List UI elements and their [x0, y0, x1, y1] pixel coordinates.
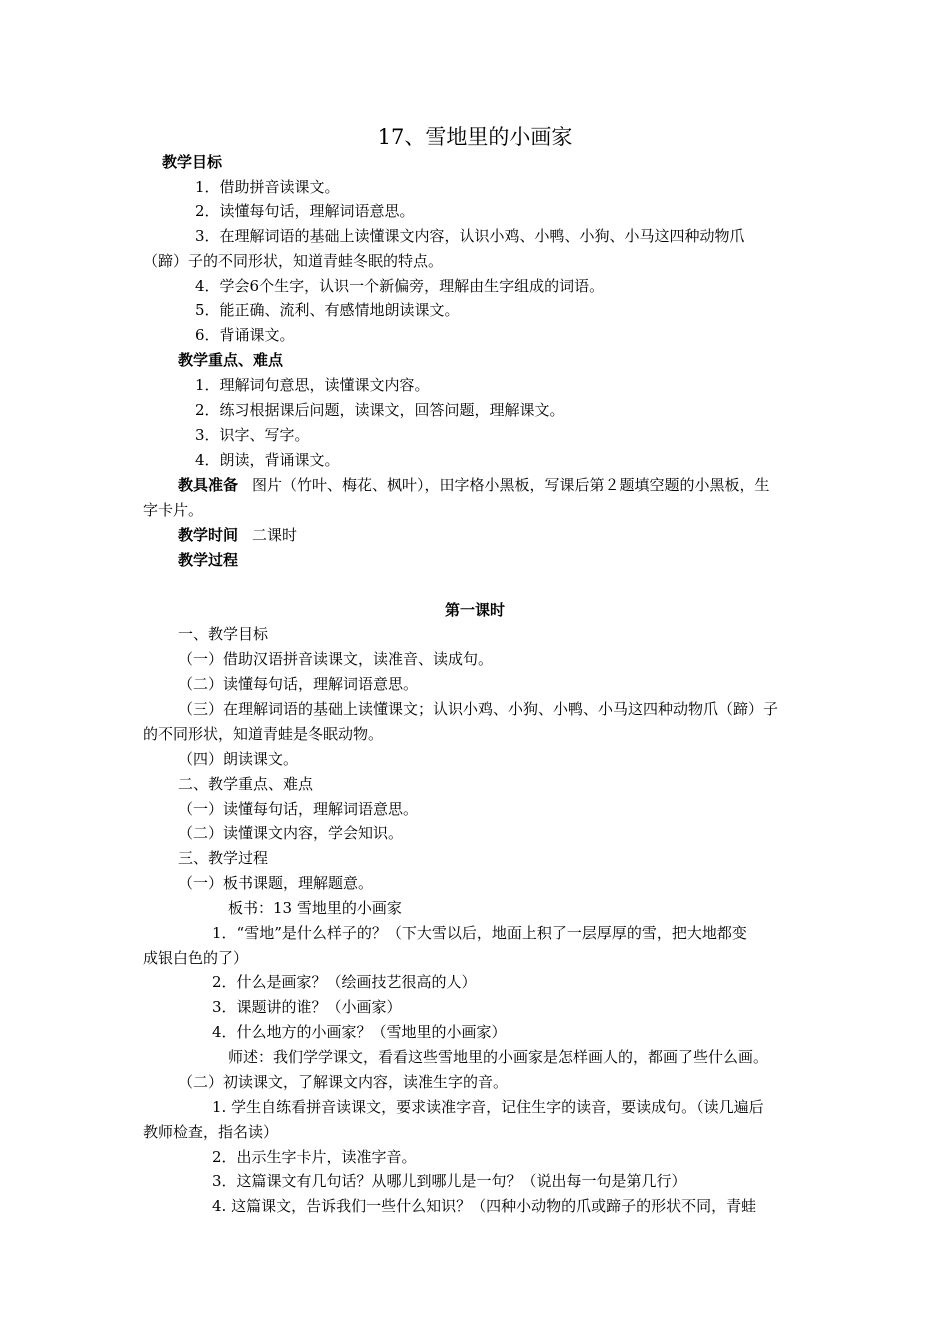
lesson-line: （一）板书课题，理解题意。: [178, 874, 374, 892]
lesson-line-continued: 成银白色的了）: [143, 949, 249, 967]
goal-item: 3．在理解词语的基础上读懂课文内容，认识小鸡、小鸭、小狗、小马这四种动物爪: [195, 227, 745, 245]
materials-label: 教具准备: [178, 476, 239, 494]
lesson-line: 一、教学目标: [178, 625, 269, 643]
lesson-line: （一）借助汉语拼音读课文，读准音、读成句。: [178, 650, 494, 668]
goal-item: 6．背诵课文。: [195, 326, 295, 344]
goal-item: 2．读懂每句话，理解词语意思。: [195, 202, 415, 220]
lesson-line: （一）读懂每句话，理解词语意思。: [178, 800, 419, 818]
lesson-line: 3．课题讲的谁？（小画家）: [212, 998, 402, 1016]
lesson-line: 二、教学重点、难点: [178, 775, 314, 793]
materials-text-continued: 字卡片。: [143, 501, 204, 519]
document-title: 17、雪地里的小画家: [377, 125, 573, 149]
goal-item-continued: （蹄）子的不同形状，知道青蛙冬眠的特点。: [143, 252, 444, 270]
lesson-line: 3．这篇课文有几句话？从哪儿到哪儿是一句？（说出每一句是第几行）: [212, 1172, 687, 1190]
key-points-heading: 教学重点、难点: [178, 351, 284, 369]
lesson-line: （二）读懂每句话，理解词语意思。: [178, 675, 419, 693]
time-line: [178, 523, 297, 547]
materials-line: [178, 473, 770, 497]
process-label: 教学过程: [178, 551, 239, 569]
board-title: 板书：13 雪地里的小画家: [228, 899, 402, 917]
lesson-line: （二）读懂课文内容，学会知识。: [178, 824, 404, 842]
key-point-item: 3．识字、写字。: [195, 426, 310, 444]
goal-item: 1．借助拼音读课文。: [195, 178, 340, 196]
lesson-line-continued: 教师检查，指名读）: [143, 1123, 279, 1141]
teacher-narration: 师述：我们学学课文，看看这些雪地里的小画家是怎样画人的，都画了些什么画。: [228, 1048, 769, 1066]
goals-heading: 教学目标: [162, 153, 223, 171]
lesson-line-continued: 的不同形状，知道青蛙是冬眠动物。: [143, 725, 384, 743]
lesson-line: 4．什么地方的小画家？（雪地里的小画家）: [212, 1023, 507, 1041]
goal-item: 5．能正确、流利、有感情地朗读课文。: [195, 301, 460, 319]
lesson1-heading: 第一课时: [444, 601, 505, 619]
lesson-line: 4. 这篇课文，告诉我们一些什么知识？（四种小动物的爪或蹄子的形状不同，青蛙: [212, 1197, 757, 1215]
key-point-item: 2．练习根据课后问题，读课文，回答问题，理解课文。: [195, 401, 565, 419]
lesson-line: （二）初读课文，了解课文内容，读准生字的音。: [178, 1073, 509, 1091]
materials-text: 图片（竹叶、梅花、枫叶），田字格小黑板，写课后第２题填空题的小黑板，生: [252, 476, 770, 494]
lesson-line: 2．什么是画家？（绘画技艺很高的人）: [212, 973, 477, 991]
lesson-line: 2．出示生字卡片，读准字音。: [212, 1148, 417, 1166]
key-point-item: 1．理解词句意思，读懂课文内容。: [195, 376, 430, 394]
time-text: 二课时: [252, 526, 298, 544]
goal-item: 4．学会6个生字，认识一个新偏旁，理解由生字组成的词语。: [195, 277, 605, 295]
lesson-line: （四）朗读课文。: [178, 750, 299, 768]
key-point-item: 4．朗读，背诵课文。: [195, 451, 340, 469]
lesson-line: 1．“雪地”是什么样子的？（下大雪以后，地面上积了一层厚厚的雪，把大地都变: [212, 924, 747, 942]
lesson-line: （三）在理解词语的基础上读懂课文；认识小鸡、小狗、小鸭、小马这四种动物爪（蹄）子: [178, 700, 779, 718]
lesson-line: 1. 学生自练看拼音读课文，要求读准字音，记住生字的读音，要读成句。（读几遍后: [212, 1098, 764, 1116]
lesson-line: 三、教学过程: [178, 849, 269, 867]
time-label: 教学时间: [178, 526, 239, 544]
